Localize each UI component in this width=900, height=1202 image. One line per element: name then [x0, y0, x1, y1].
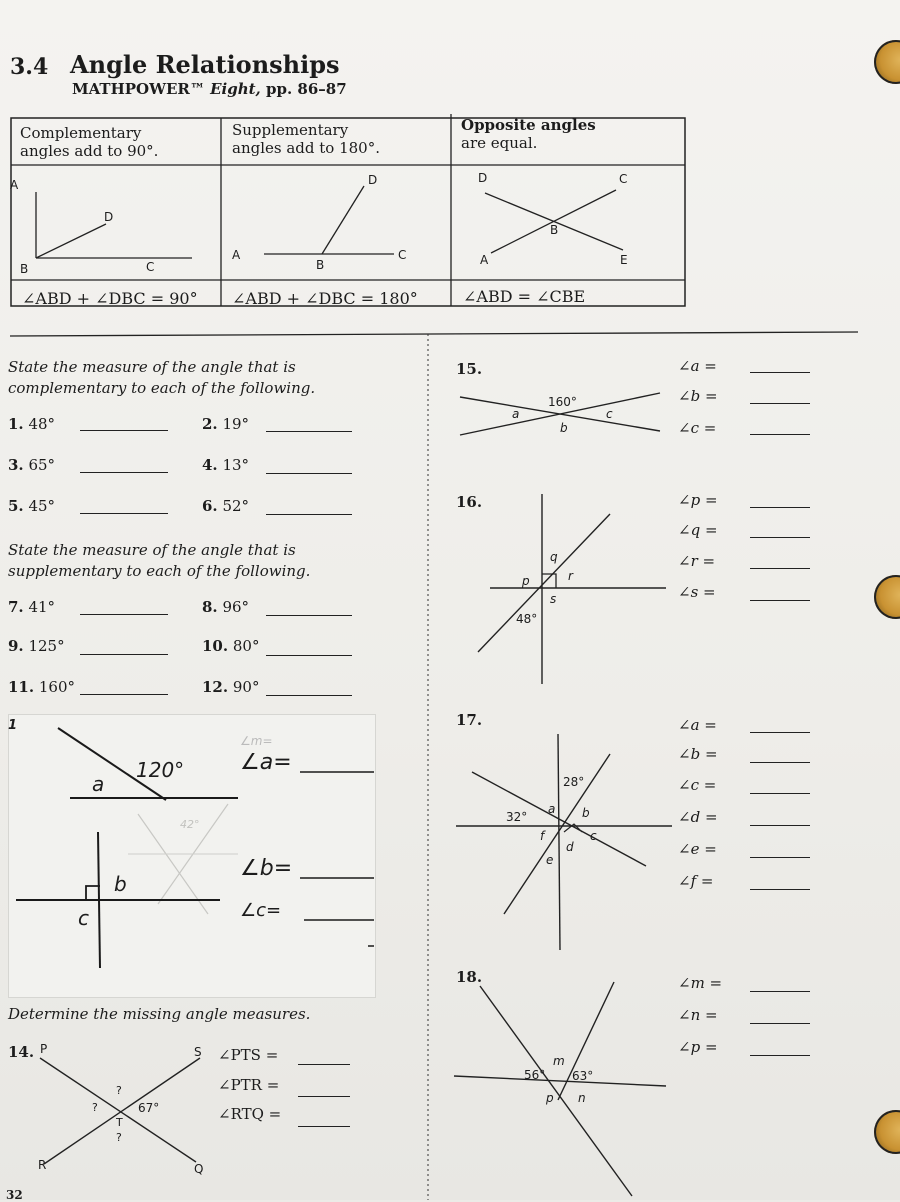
handwritten-question-c: ∠c= [240, 900, 282, 921]
problem-15-diagram [450, 385, 670, 445]
question-8: 8. 96° [202, 598, 250, 616]
subtitle-pages: pp. 86–87 [266, 80, 347, 98]
answer-blank-5[interactable] [80, 501, 168, 514]
question-1: 1. 48° [8, 415, 56, 433]
answer-blank-pts[interactable] [298, 1054, 350, 1065]
label-c: c [606, 407, 613, 421]
angle-56: 56° [524, 1068, 546, 1082]
p17-blank-c[interactable] [750, 783, 810, 794]
p15-label-b: ∠b = [678, 387, 718, 405]
problem-15-number: 15. [456, 360, 483, 378]
label-n: n [578, 1091, 586, 1105]
point-b: B [20, 262, 29, 276]
p16-label-r: ∠r = [678, 552, 716, 570]
p17-label-d: ∠d = [678, 808, 718, 826]
label-e: e [546, 853, 554, 867]
heading-opposite: Opposite angles are equal. [461, 116, 596, 152]
question-12: 12. 90° [202, 678, 260, 696]
p17-blank-a[interactable] [750, 722, 810, 733]
angle-28: 28° [563, 775, 585, 789]
p18-blank-p[interactable] [750, 1045, 810, 1056]
point-p: P [40, 1042, 48, 1056]
answer-blank-6[interactable] [266, 502, 352, 515]
page-title: Angle Relationships [70, 50, 340, 79]
problem-16-diagram [470, 490, 670, 690]
unknown-left: ? [92, 1101, 98, 1114]
question-3: 3. 65° [8, 456, 56, 474]
line-ac [491, 190, 616, 253]
label-a: a [548, 802, 556, 816]
p18-blank-m[interactable] [750, 981, 810, 992]
point-r: R [38, 1158, 47, 1172]
p16-label-s: ∠s = [678, 583, 716, 601]
angle-160: 160° [548, 395, 577, 409]
point-e: E [620, 253, 628, 267]
p15-blank-c[interactable] [750, 424, 810, 435]
unknown-top: ? [116, 1084, 122, 1097]
question-9: 9. 125° [8, 637, 65, 655]
p17-label-e: ∠e = [678, 840, 717, 858]
point-t: T [116, 1116, 123, 1129]
label-q: q [550, 550, 558, 564]
answer-blank-ptr[interactable] [298, 1086, 350, 1097]
label-c: c [590, 829, 597, 843]
formula-supplementary: ∠ABD + ∠DBC = 180° [232, 289, 418, 308]
answer-blank-7[interactable] [80, 602, 168, 615]
answer-blank-3[interactable] [80, 460, 168, 473]
ray-bd [322, 186, 364, 254]
point-a: A [480, 253, 489, 267]
problem-16-number: 16. [456, 493, 483, 511]
question-7: 7. 41° [8, 598, 56, 616]
label-a: a [512, 407, 520, 421]
subtitle-prefix: MATHPOWER™ [72, 80, 205, 98]
p17-blank-b[interactable] [750, 752, 810, 763]
faint-angle-42: 42° [180, 818, 200, 831]
label-s: s [550, 592, 557, 606]
p17-label-c: ∠c = [678, 776, 717, 794]
faint-angle-m: ∠m= [240, 734, 273, 748]
point-c: C [619, 172, 628, 186]
problem-14-number: 14. [8, 1043, 35, 1061]
p16-blank-s[interactable] [750, 590, 810, 601]
p16-label-q: ∠q = [678, 521, 718, 539]
point-c: C [398, 248, 407, 262]
p18-label-p: ∠p = [678, 1038, 718, 1056]
p14-q2: ∠PTR = [218, 1076, 280, 1094]
label-f: f [540, 829, 545, 843]
hole-punch [874, 40, 900, 84]
p15-label-a: ∠a = [678, 357, 717, 375]
p15-blank-a[interactable] [750, 362, 810, 373]
handwritten-label-b: b [114, 872, 127, 896]
answer-blank-1[interactable] [80, 418, 168, 431]
question-11: 11. 160° [8, 678, 76, 696]
p14-q1: ∠PTS = [218, 1046, 279, 1064]
point-a: A [10, 178, 19, 192]
answer-blank-12[interactable] [266, 683, 352, 696]
point-d: D [478, 171, 488, 185]
p16-label-p: ∠p = [678, 491, 718, 509]
p17-blank-e[interactable] [750, 847, 810, 858]
handwritten-label-c: c [78, 906, 89, 930]
answer-blank-2[interactable] [266, 419, 352, 432]
ray-bd [36, 224, 106, 258]
subtitle-book: Eight, [210, 80, 261, 98]
p15-label-c: ∠c = [678, 419, 717, 437]
p18-blank-n[interactable] [750, 1013, 810, 1024]
problem-14-diagram [30, 1050, 220, 1180]
p17-label-b: ∠b = [678, 745, 718, 763]
answer-blank-11[interactable] [80, 682, 168, 695]
label-p: p [522, 574, 530, 588]
answer-blank-4[interactable] [266, 461, 352, 474]
heading-complementary: Complementary angles add to 90°. [20, 124, 159, 160]
p14-q3: ∠RTQ = [218, 1105, 282, 1123]
answer-blank-rtq[interactable] [298, 1116, 350, 1127]
page-number: 32 [6, 1188, 23, 1202]
p16-blank-r[interactable] [750, 558, 810, 569]
page-subtitle [72, 80, 347, 98]
heading-supplementary: Supplementary angles add to 180°. [232, 121, 380, 157]
problem-17-number: 17. [456, 711, 483, 729]
handwritten-angle-120: 120° [136, 758, 185, 782]
label-p: p [546, 1091, 554, 1105]
p17-blank-f[interactable] [750, 879, 810, 890]
formula-complementary: ∠ABD + ∠DBC = 90° [22, 289, 198, 308]
instructions-missing-angles: Determine the missing angle measures. [8, 1005, 311, 1023]
formula-opposite: ∠ABD = ∠CBE [463, 287, 586, 306]
instructions-supplementary: State the measure of the angle that is supplementary to each of the following. [8, 541, 311, 580]
answer-blank-10[interactable] [266, 643, 352, 656]
handwritten-number: 1 [8, 718, 18, 733]
question-4: 4. 13° [202, 456, 250, 474]
question-2: 2. 19° [202, 415, 250, 433]
section-number: 3.4 [10, 54, 49, 80]
problem-17-diagram [450, 720, 680, 950]
question-10: 10. 80° [202, 637, 260, 655]
label-b: b [582, 806, 590, 820]
label-r: r [568, 569, 573, 583]
problem-18-diagram [450, 970, 680, 1200]
p17-blank-d[interactable] [750, 815, 810, 826]
point-c: C [146, 260, 155, 274]
p18-label-n: ∠n = [678, 1006, 718, 1024]
point-d: D [368, 173, 378, 187]
point-b: B [550, 223, 559, 237]
point-a: A [232, 248, 241, 262]
label-b: b [560, 421, 568, 435]
angle-48: 48° [516, 612, 538, 626]
answer-blank-8[interactable] [266, 603, 352, 616]
unknown-bottom: ? [116, 1131, 122, 1144]
p16-blank-p[interactable] [750, 497, 810, 508]
point-d: D [104, 210, 114, 224]
angle-67: 67° [138, 1101, 160, 1115]
label-m: m [553, 1054, 565, 1068]
question-6: 6. 52° [202, 497, 250, 515]
label-d: d [566, 840, 574, 854]
p15-blank-b[interactable] [750, 393, 810, 404]
point-q: Q [194, 1162, 204, 1176]
handwritten-question-b: ∠b= [240, 856, 293, 881]
angle-32: 32° [506, 810, 528, 824]
p18-label-m: ∠m = [678, 974, 723, 992]
handwritten-diagram [8, 714, 374, 996]
p17-label-a: ∠a = [678, 716, 717, 734]
problem-18-number: 18. [456, 968, 483, 986]
question-5: 5. 45° [8, 497, 56, 515]
p17-label-f: ∠f = [678, 872, 714, 890]
answer-blank-9[interactable] [80, 642, 168, 655]
point-b: B [316, 258, 325, 272]
instructions-complementary: State the measure of the angle that is complementary to each of the following. [8, 358, 316, 397]
handwritten-label-a: a [92, 772, 105, 796]
point-s: S [194, 1045, 202, 1059]
angle-63: 63° [572, 1069, 594, 1083]
handwritten-question-a: ∠a= [240, 750, 292, 775]
p16-blank-q[interactable] [750, 527, 810, 538]
